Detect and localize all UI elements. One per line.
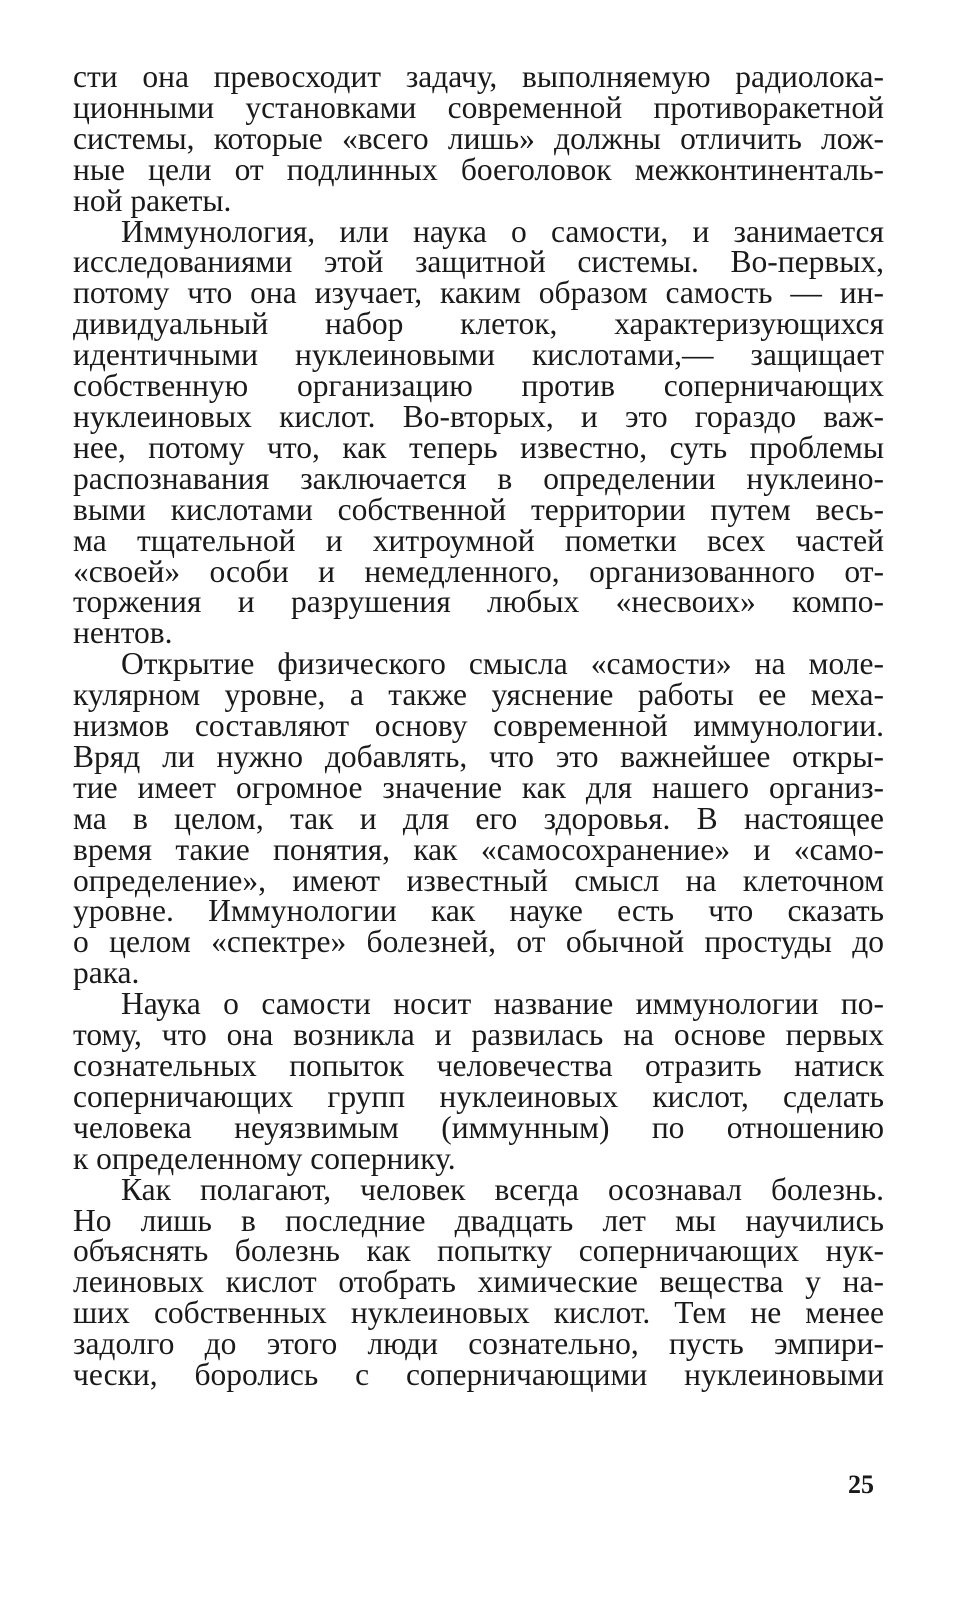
text-line: ма в целом, так и для его здоровья. В настоящее — [73, 800, 884, 836]
text-line: Но лишь в последние двадцать лет мы научились — [73, 1202, 884, 1238]
text-line: дивидуальный набор клеток, характеризующихся — [73, 306, 884, 342]
text-line: распознавания заключается в определении нуклеино- — [73, 460, 884, 496]
text-line: к определенному сопернику. — [73, 1140, 456, 1176]
text-line: задолго до этого люди сознательно, пусть эмпири- — [73, 1326, 884, 1362]
page-body — [73, 59, 884, 1393]
text-line: Открытие физического смысла «самости» на моле- — [121, 646, 884, 682]
text-line: Наука о самости носит название иммунологии по- — [121, 986, 884, 1022]
text-line: уровне. Иммунологии как науке есть что сказать — [73, 893, 884, 929]
text-line: Как полагают, человек всегда осознавал болезнь. — [121, 1171, 884, 1207]
text-line: тому, что она возникла и развилась на основе первых — [73, 1017, 884, 1053]
paragraph — [73, 59, 884, 218]
text-line: тие имеет огромное значение как для нашего организ- — [73, 769, 884, 805]
text-line: нее, потому что, как теперь известно, суть проблемы — [73, 429, 884, 465]
text-line: время такие понятия, как «самосохранение» и «само- — [73, 831, 884, 867]
text-line: низмов составляют основу современной иммунологии. — [73, 708, 884, 744]
text-line: ные цели от подлинных боеголовок межконтиненталь- — [73, 151, 884, 187]
text-line: идентичными нуклеиновыми кислотами,— защищает — [73, 337, 884, 373]
text-line: ма тщательной и хитроумной пометки всех частей — [73, 522, 884, 558]
page-number: 25 — [848, 1470, 874, 1499]
text-line: системы, которые «всего лишь» должны отличить лож- — [73, 120, 884, 156]
text-line: кулярном уровне, а также уяснение работы ее меха- — [73, 677, 884, 713]
paragraph — [73, 986, 884, 1176]
text-line: ционными установками современной противоракетной — [73, 89, 884, 125]
text-line: сти она превосходит задачу, выполняемую радиолока- — [73, 59, 884, 94]
text-line: исследованиями этой защитной системы. Во-первых, — [73, 244, 884, 280]
text-line: соперничающих групп нуклеиновых кислот, сделать — [73, 1078, 884, 1114]
text-line: потому что она изучает, каким образом самость — ин- — [73, 275, 884, 311]
text-line: Вряд ли нужно добавлять, что это важнейшее откры- — [73, 738, 884, 774]
text-line: выми кислотами собственной территории путем весь- — [73, 491, 884, 527]
paragraph — [73, 1171, 884, 1393]
text-line: леиновых кислот отобрать химические вещества у на- — [73, 1264, 884, 1300]
text-line: нентов. — [73, 615, 173, 651]
text-line: торжения и разрушения любых «несвоих» компо- — [73, 584, 884, 620]
text-line: «своей» особи и немедленного, организованного от- — [73, 553, 884, 589]
text-line: нуклеиновых кислот. Во-вторых, и это гораздо важ- — [73, 398, 884, 434]
text-line: Иммунология, или наука о самости, и занимается — [121, 213, 884, 249]
text-line: чески, боролись с соперничающими нуклеиновыми — [73, 1357, 884, 1393]
text-line: собственную организацию против соперничающих — [73, 368, 884, 404]
paragraph — [73, 646, 884, 991]
text-line: сознательных попыток человечества отразить натиск — [73, 1048, 884, 1083]
text-line: ной ракеты. — [73, 182, 232, 218]
text-line: ших собственных нуклеиновых кислот. Тем не менее — [73, 1295, 884, 1331]
paragraph — [73, 213, 884, 651]
text-line: объяснять болезнь как попытку соперничающих нук- — [73, 1233, 884, 1269]
text-line: человека неуязвимым (иммунным) по отношению — [73, 1109, 884, 1145]
text-line: о целом «спектре» болезней, от обычной простуды до — [73, 924, 884, 960]
text-line: рака. — [73, 955, 140, 991]
text-line: определение», имеют известный смысл на клеточном — [73, 862, 884, 898]
